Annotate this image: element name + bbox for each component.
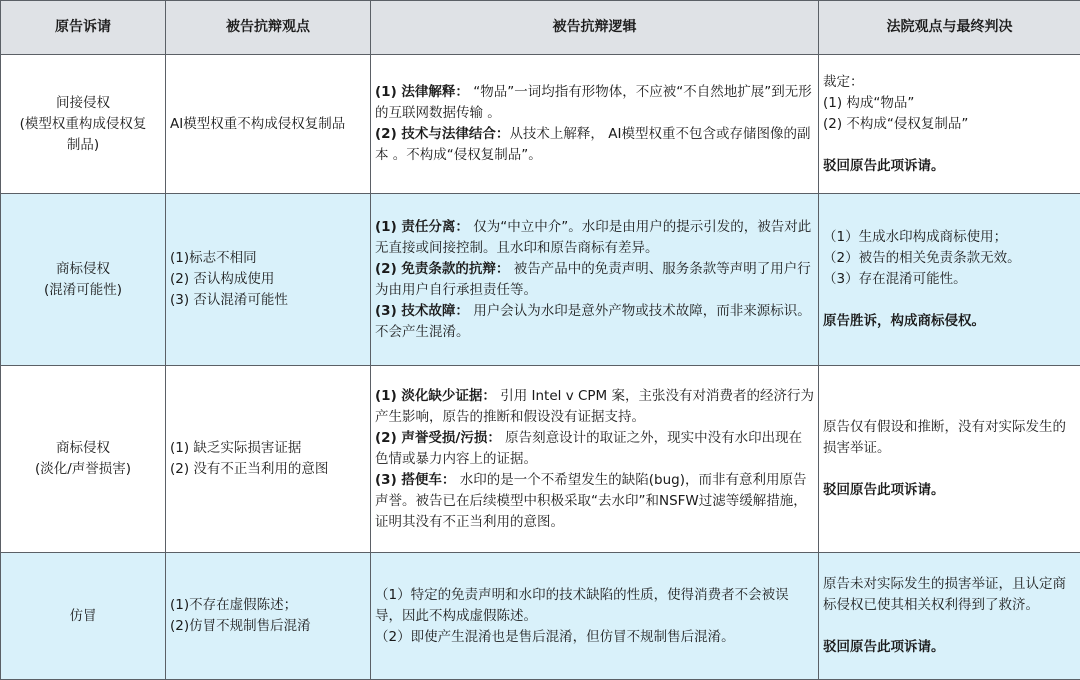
court-ruling-cell — [819, 366, 1080, 553]
logic-text: 原告刻意设计的取证之外，现实中没有水印出现在色情或暴力内容上的证据。 — [375, 429, 803, 467]
defense-point: (2) 没有不正当利用的意图 — [170, 461, 329, 477]
logic-label: (2) 声誉受损/污损： — [375, 429, 501, 446]
defense-logic-cell — [371, 194, 819, 366]
verdict: 驳回原告此项诉请。 — [823, 157, 945, 174]
claim-line: (淡化/声誉损害) — [34, 461, 132, 477]
claim-line: (模型权重构成侵权复 — [19, 115, 147, 132]
defense-points-cell — [166, 194, 371, 366]
logic-label: (2) 免责条款的抗辩： — [375, 260, 510, 277]
claim-line: 仿冒 — [69, 607, 97, 624]
logic-label: (2) 技术与法律结合： — [375, 126, 510, 142]
ruling-line: 原告仅有假设和推断，没有对实际发生的损害举证。 — [823, 419, 1066, 456]
table-row — [1, 194, 1080, 366]
table-row — [1, 366, 1080, 553]
logic-item — [375, 428, 814, 470]
court-ruling-cell — [819, 194, 1080, 366]
defense-point: (1)不存在虚假陈述； — [170, 597, 298, 613]
claim-line: 商标侵权 — [56, 260, 110, 277]
logic-label: (1) 淡化缺少证据： — [375, 387, 496, 404]
logic-text: 仅为“中立中介”。水印是由用户的提示引发的，被告对此无直接或间接控制。且水印和原告商标有差异。 — [375, 218, 812, 256]
claim-cell — [1, 55, 166, 194]
ruling-line: 原告未对实际发生的损害举证，且认定商标侵权已使其相关权利得到了救济。 — [823, 576, 1066, 613]
claim-line: 间接侵权 — [56, 94, 110, 111]
header-defense-logic: 被告抗辩逻辑 — [371, 1, 819, 55]
claim-cell — [1, 553, 166, 680]
table-row — [1, 55, 1080, 194]
table-row — [1, 553, 1080, 680]
logic-text: （1）特定的免责声明和水印的技术缺陷的性质，使得消费者不会被误导，因此不构成虚假陈述。 — [375, 586, 789, 624]
court-ruling-cell — [819, 553, 1080, 680]
verdict: 驳回原告此项诉请。 — [823, 482, 945, 498]
defense-point: (2)仿冒不规制售后混淆 — [170, 618, 311, 634]
verdict: 驳回原告此项诉请。 — [823, 639, 945, 655]
defense-point: (2) 否认构成使用 — [170, 271, 275, 287]
claim-line: 制品) — [66, 136, 100, 153]
ruling-line: (1) 构成“物品” — [823, 94, 915, 111]
logic-item — [375, 627, 814, 648]
verdict: 原告胜诉，构成商标侵权。 — [823, 313, 985, 329]
defense-points-cell — [166, 366, 371, 553]
logic-item — [375, 217, 814, 259]
ruling-line: (2) 不构成“侵权复制品” — [823, 115, 969, 132]
ruling-line: 裁定： — [823, 73, 864, 90]
logic-item — [375, 301, 814, 343]
logic-label: (1) 法律解释： — [375, 84, 469, 100]
defense-logic-cell — [371, 553, 819, 680]
claim-cell — [1, 194, 166, 366]
header-row — [1, 1, 1080, 55]
court-ruling-cell — [819, 55, 1080, 194]
claim-line: 商标侵权 — [56, 440, 110, 456]
logic-item — [375, 124, 814, 166]
logic-text: 引用 Intel v CPM 案，主张没有对消费者的经济行为产生影响，原告的推断和假设没有证据支持。 — [375, 387, 814, 425]
defense-point: (3) 否认混淆可能性 — [170, 292, 288, 308]
logic-text: 用户会认为水印是意外产物或技术故障，而非来源标识。不会产生混淆。 — [375, 302, 811, 340]
logic-label: (1) 责任分离： — [375, 218, 469, 235]
defense-logic-cell — [371, 366, 819, 553]
logic-text: （2）即使产生混淆也是售后混淆，但仿冒不规制售后混淆。 — [375, 628, 735, 645]
logic-item — [375, 386, 814, 428]
logic-item — [375, 585, 814, 627]
header-defense-points: 被告抗辩观点 — [166, 1, 371, 55]
claim-line: (混淆可能性) — [43, 281, 123, 298]
ruling-line: （2）被告的相关免责条款无效。 — [823, 250, 1021, 266]
header-court-ruling: 法院观点与最终判决 — [819, 1, 1080, 55]
ruling-line: （3）存在混淆可能性。 — [823, 271, 967, 287]
claim-cell — [1, 366, 166, 553]
logic-text: 被告产品中的免责声明、服务条款等声明了用户行为由用户自行承担责任等。 — [375, 260, 811, 298]
header-plaintiff-claim: 原告诉请 — [1, 1, 166, 55]
logic-item — [375, 82, 814, 124]
defense-point: (1)标志不相同 — [170, 250, 257, 266]
defense-logic-cell — [371, 55, 819, 194]
defense-point: AI模型权重不构成侵权复制品 — [170, 115, 346, 132]
logic-item — [375, 259, 814, 301]
ruling-line: （1）生成水印构成商标使用； — [823, 229, 1008, 245]
logic-label: (3) 搭便车： — [375, 471, 456, 488]
defense-points-cell — [166, 553, 371, 680]
logic-text: “物品”一词均指有形物体，不应被“不自然地扩展”到无形的互联网数据传输 。 — [375, 84, 812, 121]
logic-label: (3) 技术故障： — [375, 302, 469, 319]
logic-item — [375, 470, 814, 533]
defense-points-cell — [166, 55, 371, 194]
logic-text: 水印的是一个不希望发生的缺陷(bug)，而非有意利用原告声誉。被告已在后续模型中积极采取“去水印”和NSFW过滤等缓解措施，证明其没有不正当利用的意图。 — [375, 471, 807, 530]
defense-point: (1) 缺乏实际损害证据 — [170, 440, 302, 456]
logic-text: 从技术上解释， AI模型权重不包含或存储图像的副本 。不构成“侵权复制品”。 — [375, 126, 811, 163]
